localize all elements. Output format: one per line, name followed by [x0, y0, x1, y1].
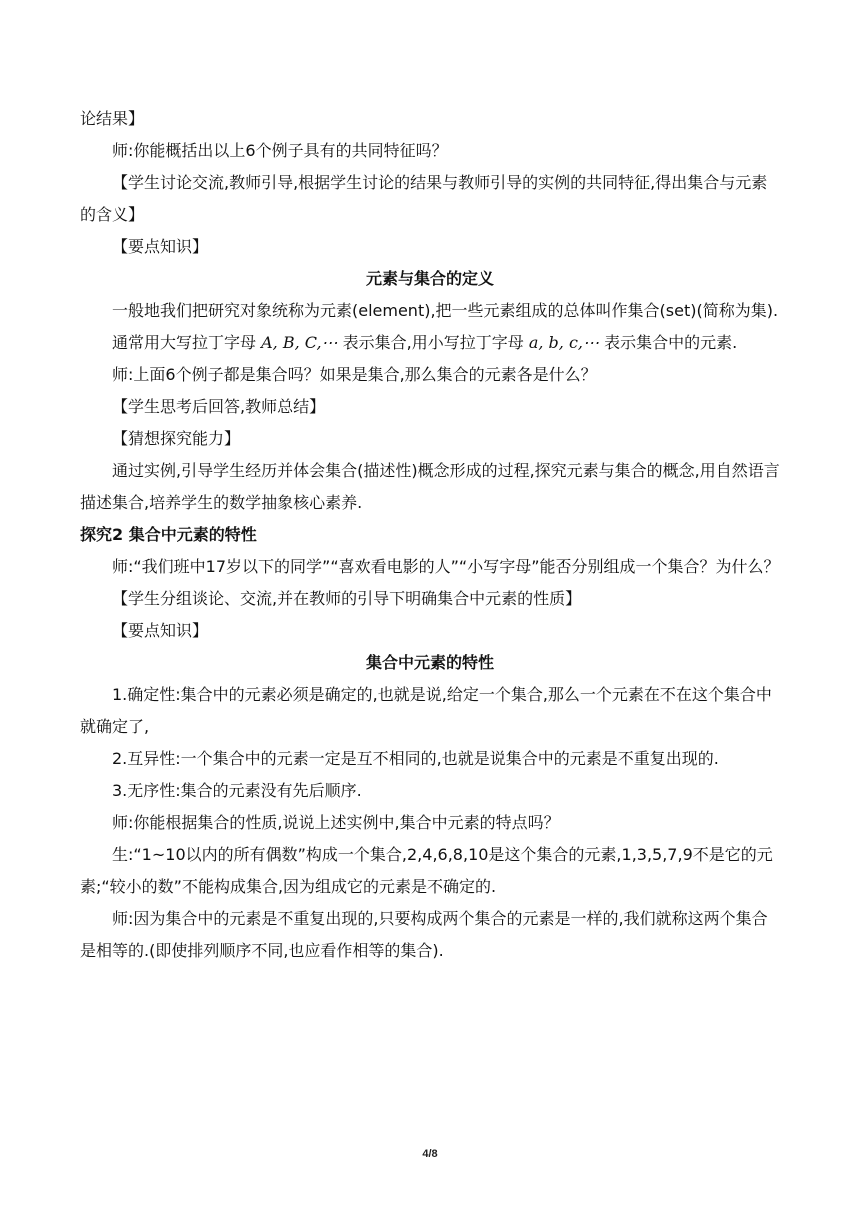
property-unordered: 3.无序性:集合的元素没有先后顺序. — [112, 781, 362, 800]
ability-paragraph: 通过实例,引导学生经历并体会集合(描述性)概念形成的过程,探究元素与集合的概念,用自然语言描述集合,培养学生的数学抽象核心素养. — [80, 461, 780, 512]
paragraph-continued: 论结果】 — [80, 109, 145, 128]
key-knowledge-label-2: 【要点知识】 — [112, 621, 209, 640]
explore-2-heading: 探究2 集合中元素的特性 — [80, 525, 257, 544]
definition-paragraph: 一般地我们把研究对象统称为元素(element),把一些元素组成的总体叫作集合(set)(简称为集). — [112, 301, 779, 320]
section-heading-properties: 集合中元素的特性 — [365, 653, 494, 672]
notation-paragraph — [80, 327, 780, 359]
student-answer: 生:“1~10以内的所有偶数”构成一个集合,2,4,6,8,10是这个集合的元素,1,3,5,7,9不是它的元素;“较小的数”不能构成集合,因为组成它的元素是不确定的. — [80, 845, 773, 896]
teacher-question-4: 师:你能根据集合的性质,说说上述实例中,集合中元素的特点吗？ — [112, 813, 560, 832]
lowercase-letters: a, b, c,⋯ — [528, 333, 599, 352]
ability-label: 【猜想探究能力】 — [112, 429, 241, 448]
section-heading-definition: 元素与集合的定义 — [365, 269, 494, 288]
discussion-note: 【学生讨论交流,教师引导,根据学生讨论的结果与教师引导的实例的共同特征,得出集合与元素的含义】 — [80, 173, 768, 224]
property-distinctness: 2.互异性:一个集合中的元素一定是互不相同的,也就是说集合中的元素是不重复出现的. — [112, 749, 719, 768]
student-answer-note: 【学生思考后回答,教师总结】 — [112, 397, 326, 416]
page-content — [80, 103, 780, 967]
notation-text-3: 表示集合中的元素. — [604, 333, 738, 352]
notation-text-2: 表示集合,用小写拉丁字母 — [342, 333, 524, 352]
teacher-question-3: 师:“我们班中17岁以下的同学”“喜欢看电影的人”“小写字母”能否分别组成一个集合？为什么？ — [112, 557, 780, 576]
notation-text-1: 通常用大写拉丁字母 — [112, 333, 257, 352]
teacher-question: 师:你能概括出以上6个例子具有的共同特征吗？ — [112, 141, 448, 160]
uppercase-letters: A, B, C,⋯ — [261, 333, 338, 352]
teacher-conclusion: 师:因为集合中的元素是不重复出现的,只要构成两个集合的元素是一样的,我们就称这两个集合是相等的.(即使排列顺序不同,也应看作相等的集合). — [80, 909, 768, 960]
property-determinacy: 1.确定性:集合中的元素必须是确定的,也就是说,给定一个集合,那么一个元素在不在这个集合中就确定了, — [80, 685, 772, 736]
group-discussion-note: 【学生分组谈论、交流,并在教师的引导下明确集合中元素的性质】 — [112, 589, 582, 608]
page-number: 4/8 — [422, 1148, 438, 1160]
teacher-question-2: 师:上面6个例子都是集合吗？如果是集合,那么集合的元素各是什么？ — [112, 365, 597, 384]
key-knowledge-label: 【要点知识】 — [112, 237, 209, 256]
